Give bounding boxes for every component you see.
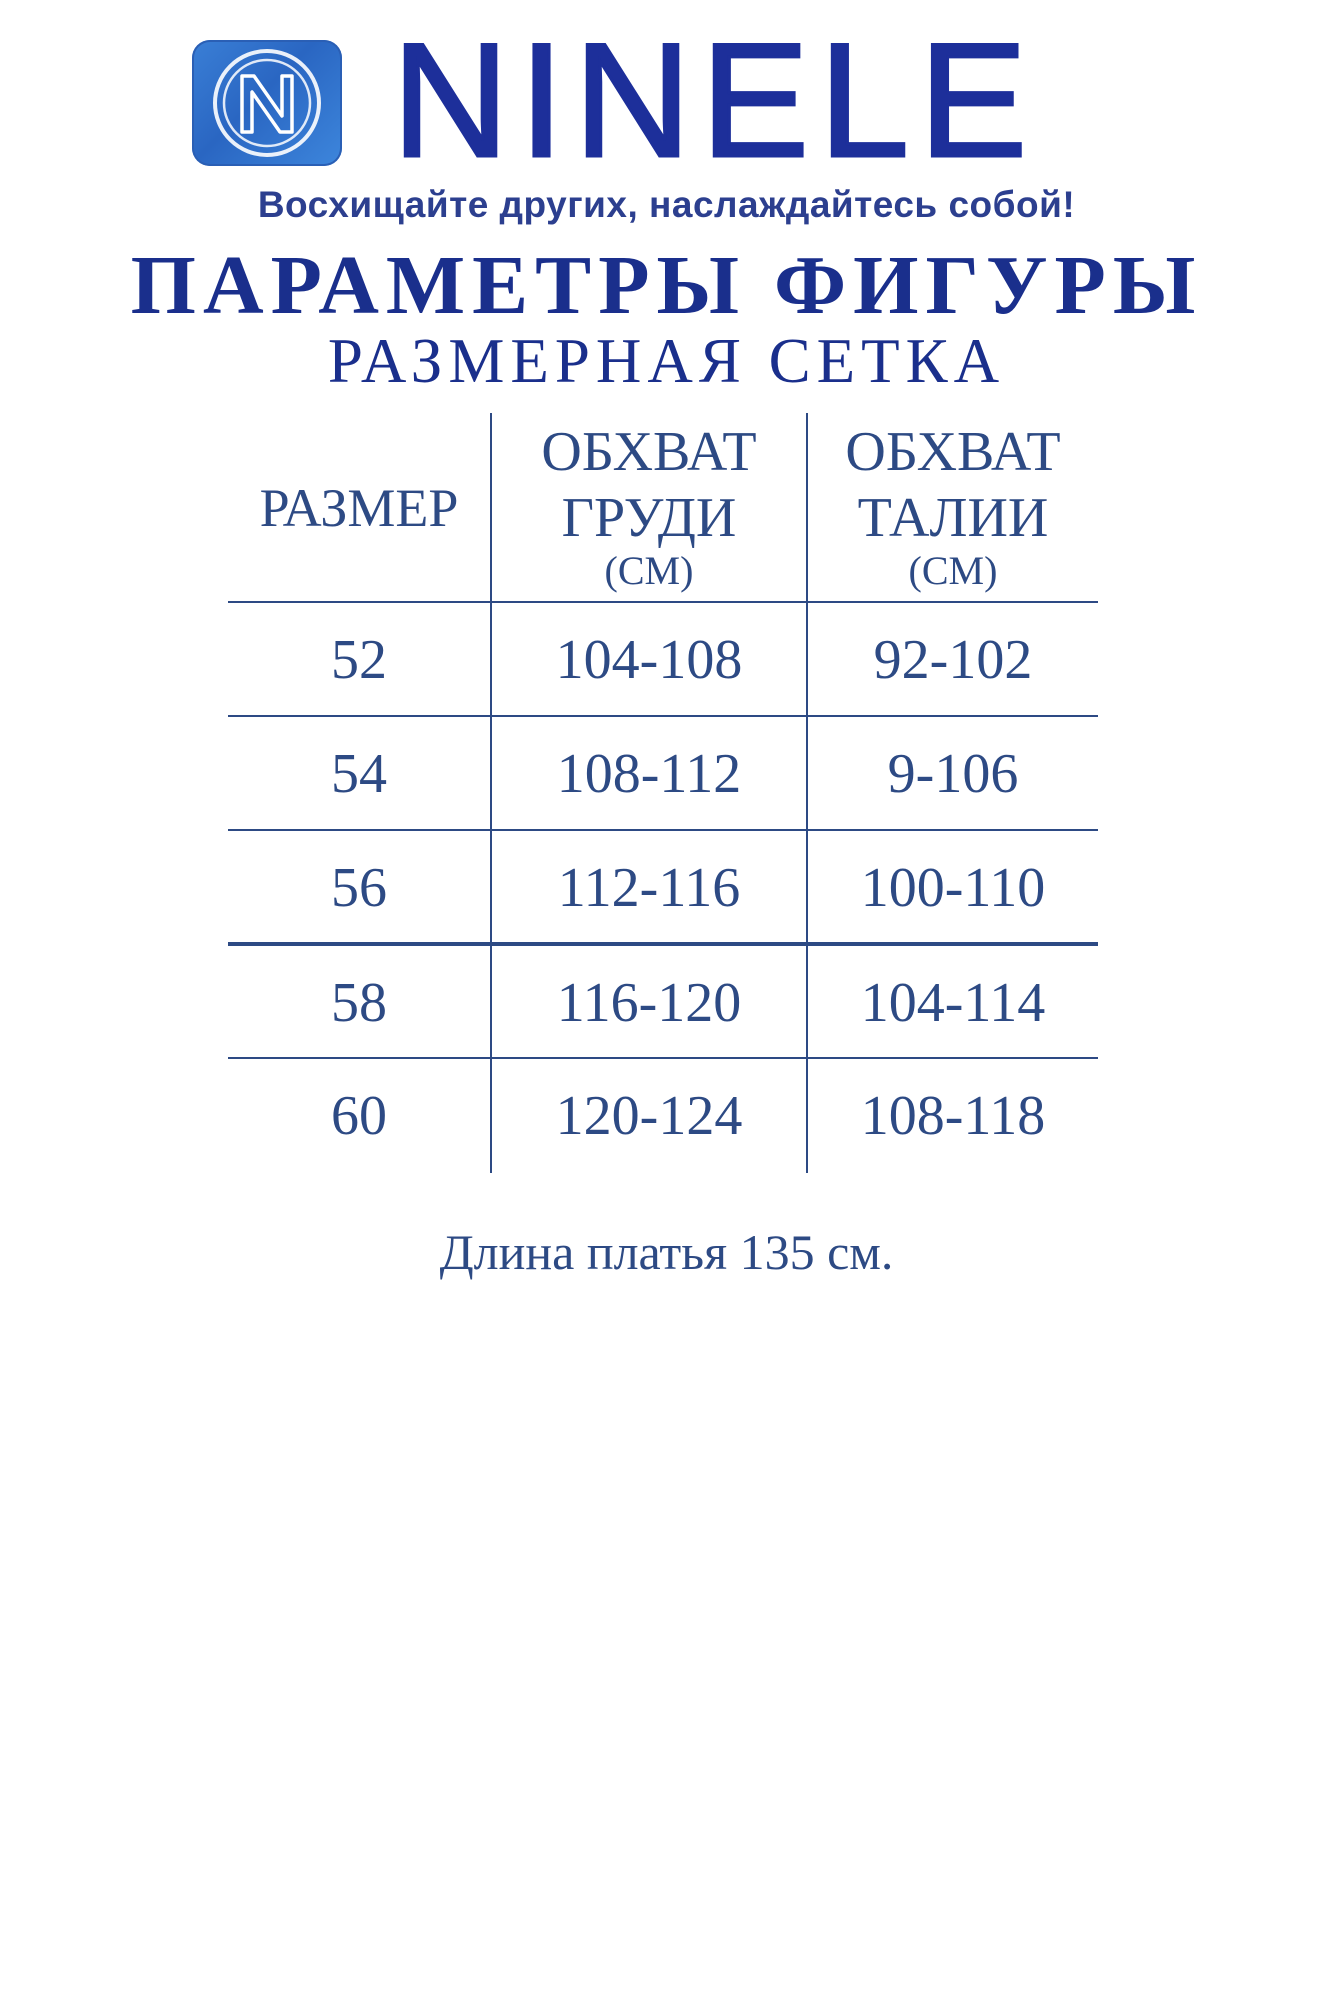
table-cell-chest: 108-112 <box>556 743 742 805</box>
table-cell-waist: 100-110 <box>860 857 1046 919</box>
table-cell-chest: 112-116 <box>557 857 741 919</box>
table-cell-waist: 108-118 <box>860 1085 1046 1147</box>
page-title: ПАРАМЕТРЫ ФИГУРЫ <box>130 239 1203 332</box>
table-cell-size: 58 <box>331 972 387 1034</box>
table-header-unit: (СМ) <box>908 548 998 593</box>
table-cell-chest: 120-124 <box>555 1085 743 1147</box>
table-header-size <box>228 413 490 603</box>
table-cell-chest: 116-120 <box>556 972 742 1034</box>
table-header-waist <box>808 413 1098 603</box>
table-header-label: ОБХВАТ <box>845 421 1061 483</box>
table-cell-size: 52 <box>331 629 387 691</box>
table-cell-waist: 9-106 <box>887 743 1019 805</box>
table-cell-size: 60 <box>331 1085 387 1147</box>
table-cell-waist: 104-114 <box>860 972 1046 1034</box>
brand-emblem-graphic <box>192 40 342 166</box>
dress-length-note: Длина платья 135 см. <box>439 1224 894 1280</box>
table-header-label: ОБХВАТ <box>541 421 757 483</box>
brand-slogan: Восхищайте других, наслаждайтесь собой! <box>257 184 1076 225</box>
table-cell-chest: 104-108 <box>555 629 743 691</box>
table-header-unit: (СМ) <box>604 548 694 593</box>
brand-logo <box>192 10 1152 191</box>
table-cell-waist: 92-102 <box>873 629 1033 691</box>
table-cell-size: 54 <box>331 743 387 805</box>
page-subtitle: РАЗМЕРНАЯ СЕТКА <box>327 326 1006 396</box>
table-header-label: ГРУДИ <box>561 487 737 549</box>
table-header-chest <box>492 413 806 603</box>
table-header-label: ТАЛИИ <box>857 487 1049 549</box>
size-table <box>228 413 1098 1173</box>
brand-wordmark: NINELE <box>392 10 1038 191</box>
table-header-label: РАЗМЕР <box>259 478 459 538</box>
brand-emblem-icon <box>192 40 342 166</box>
table-cell-size: 56 <box>331 857 387 919</box>
